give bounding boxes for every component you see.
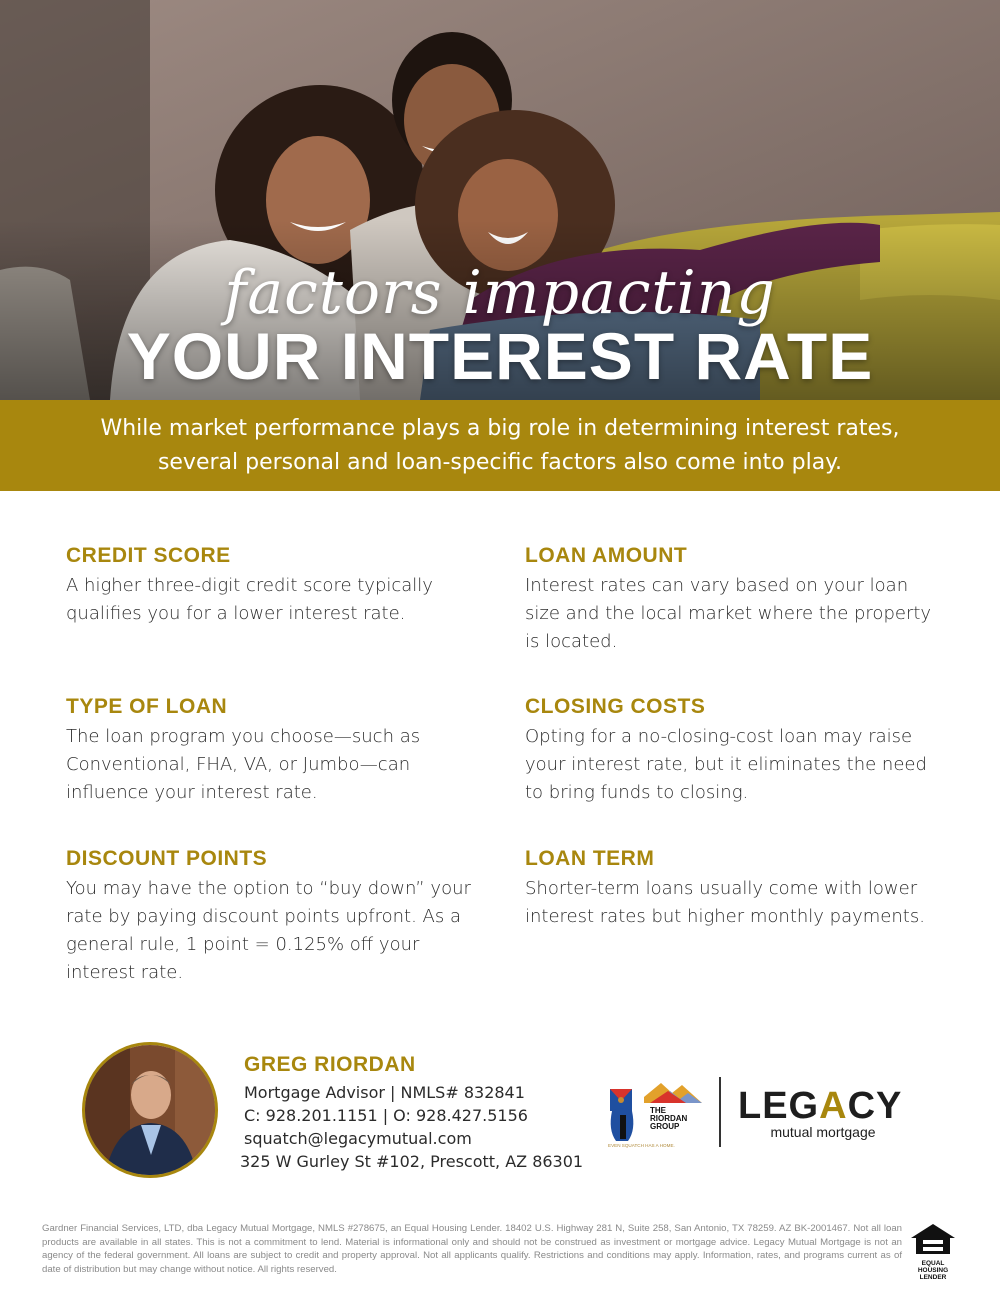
main-title: YOUR INTEREST RATE (126, 319, 874, 393)
factor-title: LOAN AMOUNT (525, 544, 688, 567)
contact-block (240, 1053, 604, 1173)
riordan-logo-mark (606, 1075, 706, 1150)
factor-type-of-loan (66, 695, 486, 807)
intro-line-2: several personal and loan-specific factors also come into play. (157, 449, 843, 475)
factor-text: Opting for a no-closing-cost loan may raise your interest rate, but it eliminates the need to bring funds to closing. (525, 726, 927, 803)
riordan-tagline: EVEN SQUATCH HAS A HOME. (608, 1143, 675, 1148)
advisor-email[interactable]: squatch@legacymutual.com (244, 1129, 472, 1148)
riordan-text-1: THE (650, 1106, 666, 1115)
factor-text: Interest rates can vary based on your loan size and the local market where the property is located. (525, 575, 932, 652)
advisor-portrait (85, 1045, 215, 1175)
factor-credit-score (66, 544, 486, 628)
riordan-group-logo (606, 1075, 706, 1150)
legacy-subtitle: mutual mortgage (770, 1124, 876, 1140)
advisor-title: Mortgage Advisor | NMLS# 832841 (244, 1083, 525, 1102)
riordan-text-3: GROUP (650, 1122, 680, 1131)
script-title: factors impacting (224, 258, 776, 328)
factor-title: TYPE OF LOAN (66, 695, 228, 718)
factor-loan-amount (525, 544, 945, 656)
intro-banner (0, 400, 1000, 491)
legacy-wordmark (738, 1086, 918, 1126)
house-icon (908, 1222, 958, 1256)
logo-divider (719, 1077, 721, 1147)
hero-photo (0, 0, 1000, 400)
intro-line-1: While market performance plays a big role in determining interest rates, (100, 415, 900, 441)
legacy-mutual-logo (738, 1086, 918, 1140)
advisor-address: 325 W Gurley St #102, Prescott, AZ 86301 (240, 1152, 584, 1171)
factor-text: You may have the option to “buy down” your rate by paying discount points upfront. As a general rule, 1 point = 0.125% off your interest rate. (66, 878, 471, 983)
factor-loan-term (525, 847, 945, 931)
ehl-line-2: LENDER (919, 1274, 947, 1281)
factor-discount-points (66, 847, 486, 987)
riordan-text-2: RIORDAN (650, 1114, 688, 1123)
legacy-word-a: A (819, 1085, 848, 1127)
avatar (82, 1042, 218, 1178)
legacy-word-part1: LEG (738, 1085, 820, 1127)
factor-text: The loan program you choose—such as Conventional, FHA, VA, or Jumbo—can influence your interest rate. (66, 726, 421, 803)
factor-title: DISCOUNT POINTS (66, 847, 268, 870)
advisor-name: GREG RIORDAN (244, 1053, 416, 1076)
factor-text: A higher three-digit credit score typically qualifies you for a lower interest rate. (66, 575, 433, 624)
factor-title: CREDIT SCORE (66, 544, 231, 567)
legacy-word-part2: CY (847, 1085, 903, 1127)
equal-housing-lender-logo (908, 1222, 958, 1281)
ehl-line-1: EQUAL HOUSING (917, 1260, 949, 1274)
factor-closing-costs (525, 695, 945, 807)
legal-disclaimer: Gardner Financial Services, LTD, dba Legacy Mutual Mortgage, NMLS #278675, an Equal Housing Lender. 18402 U.S. Highway 281 N, Suite 258, San Antonio, TX 78259. AZ BK-2001467. Not all loan products are available in all states. This is not a commitment to lend. Material is informational only and should not be construed as investment or mortgage advice. Legacy Mutual Mortgage is not an agency of the federal government. All loans are subject to credit and property approval. Not all applicants qualify. Restrictions and conditions may apply. Information, rates, and programs current as of date of distribution but may change without notice. All rights reserved. (42, 1223, 902, 1275)
advisor-phones: C: 928.201.1151 | O: 928.427.5156 (244, 1106, 528, 1125)
factor-title: LOAN TERM (525, 847, 655, 870)
factor-title: CLOSING COSTS (525, 695, 706, 718)
factor-text: Shorter-term loans usually come with lower interest rates but higher monthly payments. (525, 878, 925, 927)
